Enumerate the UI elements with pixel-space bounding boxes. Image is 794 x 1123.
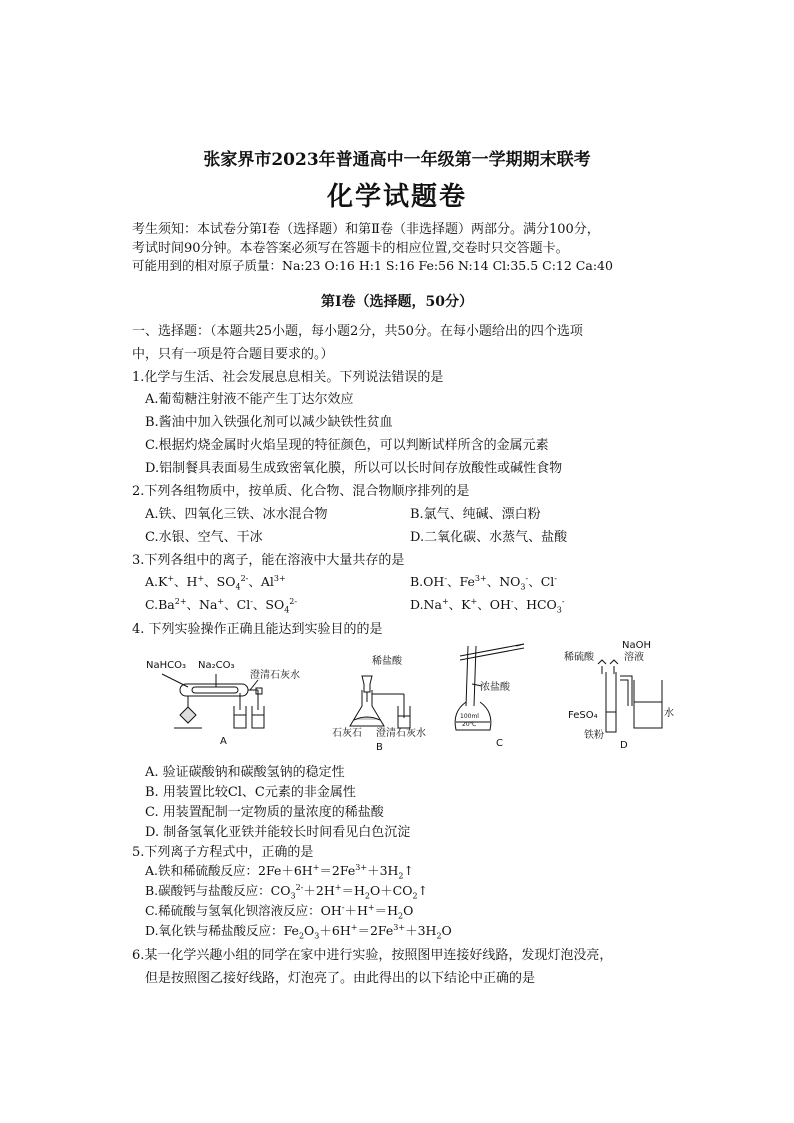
label-c: C: [496, 738, 503, 749]
notice-line-1: 考生须知：本试卷分第Ⅰ卷（选择题）和第Ⅱ卷（非选择题）两部分。满分100分，: [132, 222, 600, 237]
apparatus-d: [564, 640, 674, 751]
q2-option-b: B.氯气、纯碱、漂白粉: [410, 507, 541, 522]
exam-title: 张家界市2023年普通高中一年级第一学期期末联考: [203, 150, 591, 170]
q5-option-d: D.氧化铁与稀盐酸反应：$Fe_2O_3+6H^+=2Fe^{3+}+3H_2O$: [145, 922, 452, 941]
apparatus-b: [332, 654, 426, 753]
q1-option-b: B.酱油中加入铁强化剂可以减少缺铁性贫血: [145, 415, 393, 430]
q4-option-b: B. 用装置比较Cl、C元素的非金属性: [145, 785, 356, 800]
q5-option-c-label: C.稀硫酸与氢氧化钡溶液反应：: [145, 903, 321, 918]
label-limestone: 石灰石: [332, 728, 362, 739]
atomic-mass-line: 可能用到的相对原子质量：Na:23 O:16 H:1 S:16 Fe:56 N:14 Cl:35.5 C:12 Ca:40: [132, 258, 613, 273]
q4-stem: 4. 下列实验操作正确且能达到实验目的的是: [132, 622, 383, 637]
q5-option-a: A.铁和稀硫酸反应：$2Fe+6H^+=2Fe^{3+}+3H_2↑$: [145, 862, 414, 881]
q4-option-c: C. 用装置配制一定物质的量浓度的稀盐酸: [145, 805, 384, 820]
subject-title: 化学试题卷: [326, 182, 467, 212]
q1-stem: 1.化学与生活、社会发展息息相关。下列说法错误的是: [132, 370, 444, 385]
q1-option-c: C.根据灼烧金属时火焰呈现的特征颜色，可以判断试样所含的金属元素: [145, 438, 549, 453]
q5-option-d-label: D.氧化铁与稀盐酸反应：: [145, 923, 284, 938]
q6-line-1: 6.某一化学兴趣小组的同学在家中进行实验，按照图甲连接好线路，发现灯泡没亮，: [132, 948, 613, 963]
q5-option-b: B.碳酸钙与盐酸反应：$CO_3^{2-}+2H^+=H_2O+CO_2↑$: [145, 882, 429, 901]
section-instructions-1: 一、选择题：（本题共25小题，每小题2分，共50分。在每小题给出的四个选项: [132, 324, 583, 339]
q2-option-c: C.水银、空气、干冰: [145, 530, 263, 545]
q2-option-a: A.铁、四氧化三铁、冰水混合物: [145, 507, 328, 522]
q3-option-d: D.Na+、K+、OH-、$HCO_3^-$: [410, 596, 565, 615]
q5-option-a-label: A.铁和稀硫酸反应：: [145, 863, 259, 878]
section-instructions-2: 中，只有一项是符合题目要求的。）: [132, 347, 334, 362]
q4-option-d: D. 制备氢氧化亚铁并能较长时间看见白色沉淀: [145, 825, 411, 840]
label-na2co3: Na₂CO₃: [198, 660, 235, 671]
q1-option-d: D.铝制餐具表面易生成致密氧化膜，所以可以长时间存放酸性或碱性食物: [145, 461, 563, 476]
q4-option-a: A. 验证碳酸钠和碳酸氢钠的稳定性: [145, 765, 345, 780]
label-b: B: [376, 742, 383, 753]
label-dilute-hcl: 稀盐酸: [372, 656, 402, 667]
label-20c: 20℃: [462, 721, 477, 728]
section-title: 第Ⅰ卷（选择题，50分）: [320, 294, 474, 310]
q3-option-c: $C.Ba^{2+}$、Na+、Cl-、$SO_4^{2-}$: [145, 596, 298, 615]
label-water: 水: [664, 708, 674, 719]
apparatus-a: [146, 660, 300, 747]
label-dilute-h2so4: 稀硫酸: [564, 652, 594, 663]
q5-stem: 5.下列离子方程式中，正确的是: [132, 845, 314, 860]
label-100ml: 100ml: [460, 713, 479, 720]
q5-option-b-label: B.碳酸钙与盐酸反应：: [145, 883, 271, 898]
label-limewater-a: 澄清石灰水: [250, 670, 300, 681]
q2-option-d: D.二氧化碳、水蒸气、盐酸: [410, 530, 568, 545]
apparatus-c: [455, 644, 524, 749]
q6-line-2: 但是按照图乙接好线路，灯泡亮了。由此得出的以下结论中正确的是: [145, 971, 536, 986]
q5-option-c: C.稀硫酸与氢氧化钡溶液反应：$OH^-+H^+=H_2O$: [145, 902, 414, 921]
label-iron-powder: 铁粉: [584, 730, 604, 741]
label-d: D: [620, 740, 628, 751]
q2-stem: 2.下列各组物质中，按单质、化合物、混合物顺序排列的是: [132, 484, 470, 499]
label-conc-hcl: 浓盐酸: [480, 682, 510, 693]
q3-option-a: A.K+、H+、$SO_4^{2-}$、$Al^{3+}$: [145, 573, 286, 592]
q3-option-b: B.OH-、$Fe^{3+}$、$NO_3^-$、Cl-: [410, 573, 557, 592]
notice-line-2: 考试时间90分钟。本卷答案必须写在答题卡的相应位置,交卷时只交答题卡。: [132, 241, 569, 256]
label-nahco3: NaHCO₃: [146, 660, 186, 671]
label-limewater-b: 澄清石灰水: [376, 728, 426, 739]
q3-stem: 3.下列各组中的离子，能在溶液中大量共存的是: [132, 553, 405, 568]
label-naoh: NaOH: [622, 640, 651, 651]
apparatus-diagram: [140, 640, 680, 758]
label-solution: 溶液: [624, 652, 644, 663]
label-feso4: FeSO₄: [568, 710, 598, 721]
q1-option-a: A.葡萄糖注射液不能产生丁达尔效应: [145, 392, 354, 407]
label-a: A: [220, 736, 227, 747]
